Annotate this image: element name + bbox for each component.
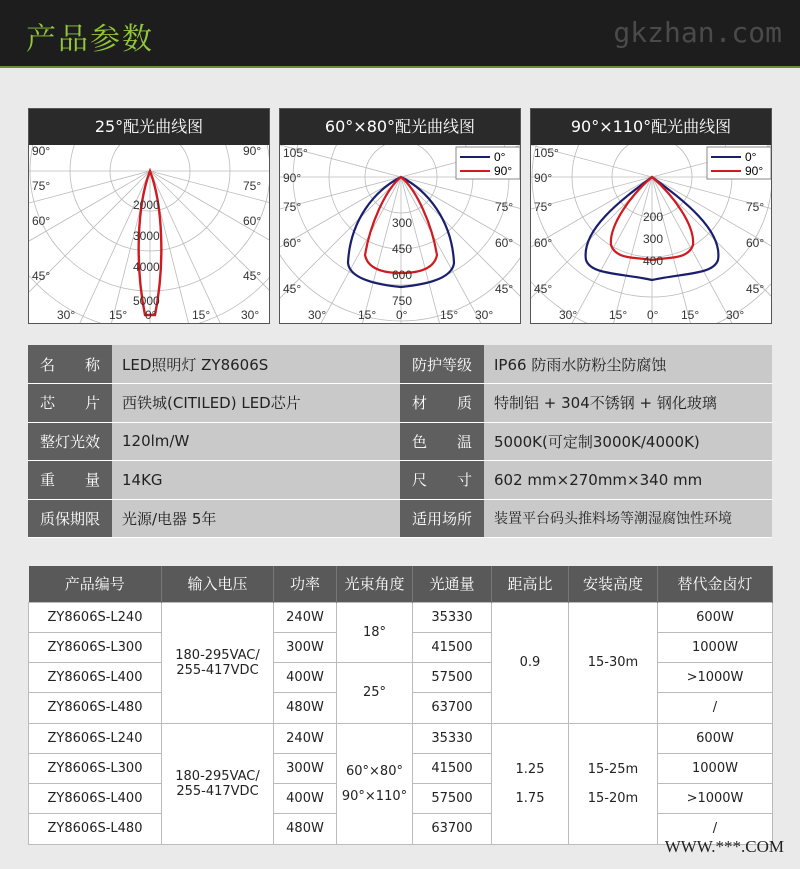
spec-value: 特制铝 + 304不锈钢 + 钢化玻璃	[484, 384, 772, 423]
angle-label: 15°	[440, 308, 459, 322]
angle-label: 75°	[32, 179, 51, 193]
replace-cell: /	[658, 814, 773, 844]
flux-cell: 41500	[413, 632, 492, 662]
spec-value: IP66 防雨水防粉尘防腐蚀	[484, 345, 772, 384]
column-header: 距高比	[492, 566, 569, 602]
polar-chart-60x80	[280, 145, 521, 324]
replace-cell: 1000W	[658, 753, 773, 783]
spec-value: 5000K(可定制3000K/4000K)	[484, 422, 772, 461]
chart-25-panel	[28, 108, 270, 324]
angle-label: 75°	[283, 200, 302, 214]
angle-label: 30°	[726, 308, 745, 322]
angle-label: 90°	[243, 145, 262, 158]
column-header: 安装高度	[569, 566, 658, 602]
model-cell: ZY8606S-L480	[29, 814, 162, 844]
flux-cell: 57500	[413, 663, 492, 693]
ring-label: 3000	[133, 229, 160, 243]
model-cell: ZY8606S-L400	[29, 663, 162, 693]
column-header: 光束角度	[337, 566, 413, 602]
chart-title: 60°×80°配光曲线图	[280, 109, 520, 145]
ratio-line: 1.25	[515, 761, 545, 777]
column-header: 产品编号	[29, 566, 162, 602]
spec-row	[28, 345, 772, 384]
angle-label: 45°	[283, 282, 302, 296]
table-row	[29, 602, 773, 632]
chart-legend	[707, 147, 771, 179]
ring-label: 5000	[133, 294, 160, 308]
angle-label: 0°	[145, 308, 157, 322]
ring-label: 300	[643, 232, 664, 246]
beam-line: 90°×110°	[341, 788, 408, 804]
page-title: 产品参数	[26, 22, 154, 57]
model-cell: ZY8606S-L300	[29, 632, 162, 662]
power-cell: 480W	[274, 814, 337, 844]
beam-cell	[337, 723, 413, 844]
spec-label: 芯片	[28, 384, 112, 423]
page-header	[0, 0, 800, 68]
spec-row	[28, 422, 772, 461]
height-line: 15-25m	[587, 761, 639, 777]
angle-label: 75°	[495, 200, 514, 214]
spec-label: 适用场所	[400, 499, 484, 538]
chart-60x80-panel	[279, 108, 521, 324]
angle-label: 15°	[681, 308, 700, 322]
angle-label: 75°	[243, 179, 262, 193]
ring-label: 300	[392, 216, 413, 230]
header-watermark: gkzhan.com	[613, 16, 782, 49]
spec-value: 西铁城(CITILED) LED芯片	[112, 384, 400, 423]
beam-cell: 18°	[337, 602, 413, 663]
spec-label: 重量	[28, 461, 112, 500]
angle-label: 15°	[192, 308, 211, 322]
legend-label: 0°	[745, 150, 757, 164]
polar-chart-90x110	[531, 145, 772, 324]
footer-watermark: WWW.***.COM	[664, 837, 784, 856]
model-cell: ZY8606S-L400	[29, 784, 162, 814]
column-header: 输入电压	[162, 566, 274, 602]
chart-title: 25°配光曲线图	[29, 109, 269, 145]
ring-label: 450	[392, 242, 413, 256]
power-cell: 400W	[274, 784, 337, 814]
column-header: 光通量	[413, 566, 492, 602]
spec-value: 602 mm×270mm×340 mm	[484, 461, 772, 500]
height-line: 15-20m	[587, 790, 639, 806]
height-cell	[569, 723, 658, 844]
ring-label: 400	[643, 254, 664, 268]
flux-cell: 63700	[413, 814, 492, 844]
beam-line: 60°×80°	[346, 763, 403, 779]
voltage-cell	[162, 602, 274, 723]
spec-row	[28, 461, 772, 500]
column-header: 功率	[274, 566, 337, 602]
spec-table	[28, 345, 772, 538]
angle-label: 30°	[241, 308, 260, 322]
flux-cell: 35330	[413, 602, 492, 632]
power-cell: 300W	[274, 753, 337, 783]
angle-label: 60°	[243, 214, 262, 228]
legend-label: 90°	[494, 164, 513, 178]
angle-label: 60°	[32, 214, 51, 228]
angle-label: 30°	[475, 308, 494, 322]
power-cell: 240W	[274, 602, 337, 632]
angle-label: 15°	[109, 308, 128, 322]
power-cell: 240W	[274, 723, 337, 753]
replace-cell: 600W	[658, 723, 773, 753]
spec-label: 色温	[400, 422, 484, 461]
angle-label: 105°	[534, 146, 559, 160]
flux-cell: 35330	[413, 723, 492, 753]
model-cell: ZY8606S-L240	[29, 723, 162, 753]
ring-label: 4000	[133, 260, 160, 274]
spec-label: 名称	[28, 345, 112, 384]
legend-label: 90°	[745, 164, 764, 178]
angle-label: 60°	[746, 236, 765, 250]
replace-cell: >1000W	[658, 663, 773, 693]
spec-value: 装置平台码头推料场等潮湿腐蚀性环境	[484, 499, 772, 538]
angle-label: 75°	[534, 200, 553, 214]
legend-label: 0°	[494, 150, 506, 164]
ring-label: 750	[392, 294, 413, 308]
ratio-line: 1.75	[515, 790, 545, 806]
model-cell: ZY8606S-L240	[29, 602, 162, 632]
replace-cell: >1000W	[658, 784, 773, 814]
power-cell: 400W	[274, 663, 337, 693]
voltage-line: 180-295VAC/	[175, 647, 260, 663]
flux-cell: 57500	[413, 784, 492, 814]
angle-label: 90°	[534, 171, 553, 185]
power-cell: 480W	[274, 693, 337, 723]
ring-label: 2000	[133, 198, 160, 212]
voltage-line: 255-417VDC	[176, 662, 259, 678]
replace-cell: /	[658, 693, 773, 723]
spec-label: 整灯光效	[28, 422, 112, 461]
voltage-line: 180-295VAC/	[175, 768, 260, 784]
angle-label: 30°	[308, 308, 327, 322]
spec-value: 120lm/W	[112, 422, 400, 461]
chart-title: 90°×110°配光曲线图	[531, 109, 771, 145]
ring-label: 600	[392, 268, 413, 282]
angle-label: 0°	[396, 308, 408, 322]
spec-value: 14KG	[112, 461, 400, 500]
angle-label: 45°	[534, 282, 553, 296]
chart-legend	[456, 147, 520, 179]
table-row	[29, 723, 773, 753]
ratio-cell: 0.9	[492, 602, 569, 723]
angle-label: 60°	[534, 236, 553, 250]
angle-label: 45°	[746, 282, 765, 296]
angle-label: 30°	[559, 308, 578, 322]
flux-cell: 41500	[413, 753, 492, 783]
column-header: 替代金卤灯	[658, 566, 773, 602]
ring-label: 200	[643, 210, 664, 224]
spec-label: 质保期限	[28, 499, 112, 538]
product-table	[28, 566, 773, 845]
replace-cell: 600W	[658, 602, 773, 632]
voltage-cell	[162, 723, 274, 844]
angle-label: 60°	[495, 236, 514, 250]
angle-label: 105°	[283, 146, 308, 160]
voltage-line: 255-417VDC	[176, 783, 259, 799]
beam-cell: 25°	[337, 663, 413, 724]
angle-label: 90°	[32, 145, 51, 158]
angle-label: 30°	[57, 308, 76, 322]
table-header-row	[29, 566, 773, 602]
angle-label: 90°	[283, 171, 302, 185]
ratio-cell	[492, 723, 569, 844]
angle-label: 15°	[609, 308, 628, 322]
model-cell: ZY8606S-L300	[29, 753, 162, 783]
spec-label: 尺寸	[400, 461, 484, 500]
angle-label: 0°	[647, 308, 659, 322]
spec-row	[28, 499, 772, 538]
angle-label: 45°	[495, 282, 514, 296]
replace-cell: 1000W	[658, 632, 773, 662]
angle-label: 15°	[358, 308, 377, 322]
spec-value: 光源/电器 5年	[112, 499, 400, 538]
spec-value: LED照明灯 ZY8606S	[112, 345, 400, 384]
spec-label: 材质	[400, 384, 484, 423]
angle-label: 60°	[283, 236, 302, 250]
spec-row	[28, 384, 772, 423]
model-cell: ZY8606S-L480	[29, 693, 162, 723]
polar-chart-25	[29, 145, 270, 324]
height-cell: 15-30m	[569, 602, 658, 723]
table-row	[29, 663, 773, 693]
angle-label: 45°	[32, 269, 51, 283]
spec-label: 防护等级	[400, 345, 484, 384]
angle-label: 75°	[746, 200, 765, 214]
chart-90x110-panel	[530, 108, 772, 324]
angle-label: 45°	[243, 269, 262, 283]
power-cell: 300W	[274, 632, 337, 662]
flux-cell: 63700	[413, 693, 492, 723]
